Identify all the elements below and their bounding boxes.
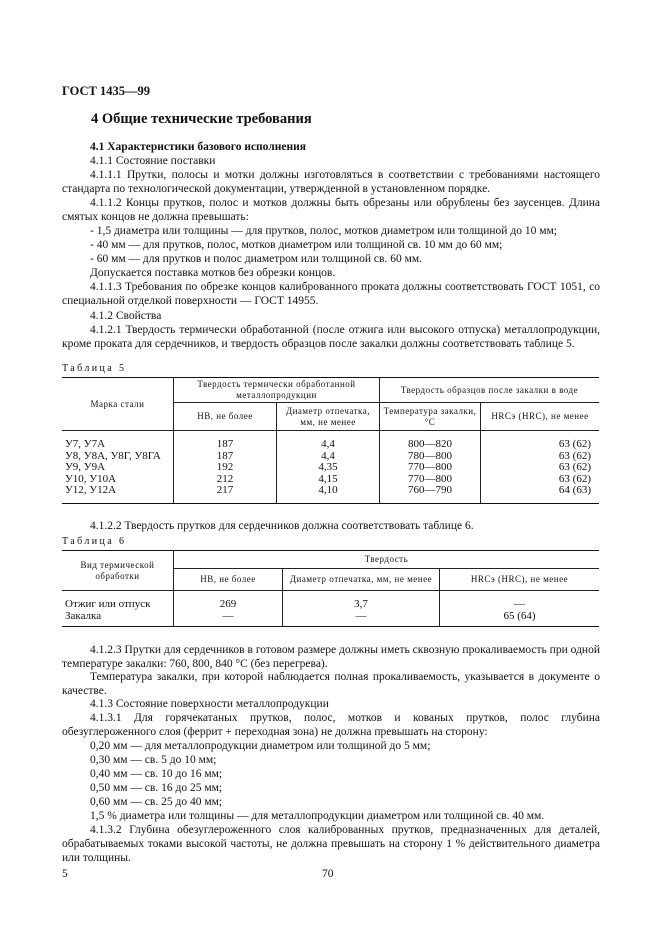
column-header: Твердость образцов после закалки в воде <box>380 378 600 403</box>
page-number: 70 <box>322 868 334 880</box>
hrc-cell: 64 (63) <box>481 485 600 503</box>
column-header: HRCэ (HRC), не менее <box>481 403 600 431</box>
grade-cell: У10, У10А <box>62 474 174 486</box>
column-header: Марка стали <box>62 378 174 431</box>
paragraph: 4.1.3.1 Для горячекатаных прутков, полос, мотков и кованых прутков, полос глубина обезуглероженного слоя (феррит + переходная зона) не должна превышать на сторону: <box>62 712 600 739</box>
hb-cell: 217 <box>174 485 277 503</box>
column-header: Диаметр отпечатка, мм, не менее <box>277 403 380 431</box>
grade-cell: У9, У9А <box>62 462 174 474</box>
temperature-cell: 780—800 <box>380 451 481 463</box>
column-header: Твердость <box>174 551 600 569</box>
paragraph: 4.1.2.3 Прутки для сердечников в готовом размере должны иметь сквозную прокаливаемость при одной температуре закалки: 760, 800, 840 °С (без перегрева). <box>62 644 600 671</box>
column-header: Температура закалки, °С <box>380 403 481 431</box>
column-header: Вид термической обработки <box>62 551 174 591</box>
paragraph: 4.1.2.1 Твердость термически обработанной (после отжига или высокого отпуска) металлопродукции, кроме проката для сердечников, и твердость образцов после закалки должны соответствовать таблице 5. <box>62 324 600 351</box>
hb-cell: — <box>174 611 283 627</box>
impression-cell: 4,4 <box>277 451 380 463</box>
list-item: - 40 мм — для прутков, полос, мотков диаметром или толщиной св. 10 мм до 60 мм; <box>90 239 503 251</box>
column-header: Твердость термически обработанной металлопродукции <box>174 378 380 403</box>
paragraph: 4.1.1.2 Концы прутков, полос и мотков должны быть обрезаны или обрублены без заусенцев. Длина смятых концов не должна превышать: <box>62 197 600 224</box>
column-header: HRCэ (HRC), не менее <box>440 569 600 591</box>
paragraph: Температура закалки, при которой наблюдается полная прокаливаемость, указывается в документе о качестве. <box>62 671 600 698</box>
hb-cell: 269 <box>174 591 283 611</box>
treatment-cell: Закалка <box>62 611 174 627</box>
hrc-cell: — <box>440 591 600 611</box>
hb-cell: 187 <box>174 431 277 451</box>
subsection-heading: 4.1 Характеристики базового исполнения <box>90 141 306 153</box>
paragraph: 4.1.3.2 Глубина обезуглероженного слоя калиброванных прутков, предназначенных для деталей, обрабатываемых токами высокой частоты, не должна превышать на сторону 1 % действительного диаметра или толщины. <box>62 824 600 865</box>
paragraph: 4.1.1.1 Прутки, полосы и мотки должны изготовляться в соответствии с требованиями настоящего стандарта по технологической документации, утвержденной в установленном порядке. <box>62 169 600 196</box>
hrc-cell: 63 (62) <box>481 431 600 451</box>
hrc-cell: 63 (62) <box>481 474 600 486</box>
list-item: 0,20 мм — для металлопродукции диаметром или толщиной до 5 мм; <box>90 740 431 752</box>
hrc-cell: 65 (64) <box>440 611 600 627</box>
table-caption: Таблица 6 <box>62 536 127 547</box>
column-header: Диаметр отпечатка, мм, не менее <box>283 569 440 591</box>
impression-cell: 4,35 <box>277 462 380 474</box>
grade-cell: У12, У12А <box>62 485 174 503</box>
list-item: 1,5 % диаметра или толщины — для металлопродукции диаметром или толщиной св. 40 мм. <box>90 810 545 822</box>
section-title: 4 Общие технические требования <box>91 111 312 127</box>
list-item: 0,60 мм — св. 25 до 40 мм; <box>90 796 223 808</box>
paragraph: 4.1.3 Состояние поверхности металлопродукции <box>90 698 329 710</box>
hrc-cell: 63 (62) <box>481 462 600 474</box>
list-item: - 60 мм — для прутков и полос диаметром или толщиной св. 60 мм. <box>90 253 423 265</box>
document-header: ГОСТ 1435—99 <box>62 84 151 98</box>
temperature-cell: 770—800 <box>380 474 481 486</box>
list-item: 0,30 мм — св. 5 до 10 мм; <box>90 754 217 766</box>
table-row <box>62 591 599 611</box>
table-row <box>62 611 599 627</box>
impression-cell: — <box>283 611 440 627</box>
column-header: HB, не более <box>174 569 283 591</box>
impression-cell: 3,7 <box>283 591 440 611</box>
hb-cell: 187 <box>174 451 277 463</box>
hb-cell: 192 <box>174 462 277 474</box>
list-item: 0,40 мм — св. 10 до 16 мм; <box>90 768 223 780</box>
paragraph: 4.1.2.2 Твердость прутков для сердечников должна соответствовать таблице 6. <box>90 520 474 532</box>
temperature-cell: 770—800 <box>380 462 481 474</box>
page-number-left: 5 <box>62 868 68 880</box>
temperature-cell: 760—790 <box>380 485 481 503</box>
column-header: HB, не более <box>174 403 277 431</box>
impression-cell: 4,4 <box>277 431 380 451</box>
paragraph: 4.1.1.3 Требования по обрезке концов калиброванного проката должны соответствовать ГОСТ 1051, со специальной отделкой поверхности — ГОСТ 14955. <box>62 281 600 308</box>
paragraph: 4.1.1 Состояние поставки <box>90 155 216 167</box>
hrc-cell: 63 (62) <box>481 451 600 463</box>
grade-cell: У7, У7А <box>62 431 174 451</box>
list-item: - 1,5 диаметра или толщины — для прутков, полос, мотков диаметром или толщиной до 10 мм; <box>90 225 557 237</box>
temperature-cell: 800—820 <box>380 431 481 451</box>
table-row <box>62 485 599 503</box>
table-6 <box>62 550 599 627</box>
table-row <box>62 431 599 451</box>
table-caption: Таблица 5 <box>62 363 127 374</box>
paragraph: 4.1.2 Свойства <box>90 310 162 322</box>
treatment-cell: Отжиг или отпуск <box>62 591 174 611</box>
hb-cell: 212 <box>174 474 277 486</box>
table-5 <box>62 377 599 504</box>
paragraph: Допускается поставка мотков без обрезки концов. <box>90 267 336 279</box>
grade-cell: У8, У8А, У8Г, У8ГА <box>62 451 174 463</box>
impression-cell: 4,15 <box>277 474 380 486</box>
list-item: 0,50 мм — св. 16 до 25 мм; <box>90 782 223 794</box>
impression-cell: 4,10 <box>277 485 380 503</box>
